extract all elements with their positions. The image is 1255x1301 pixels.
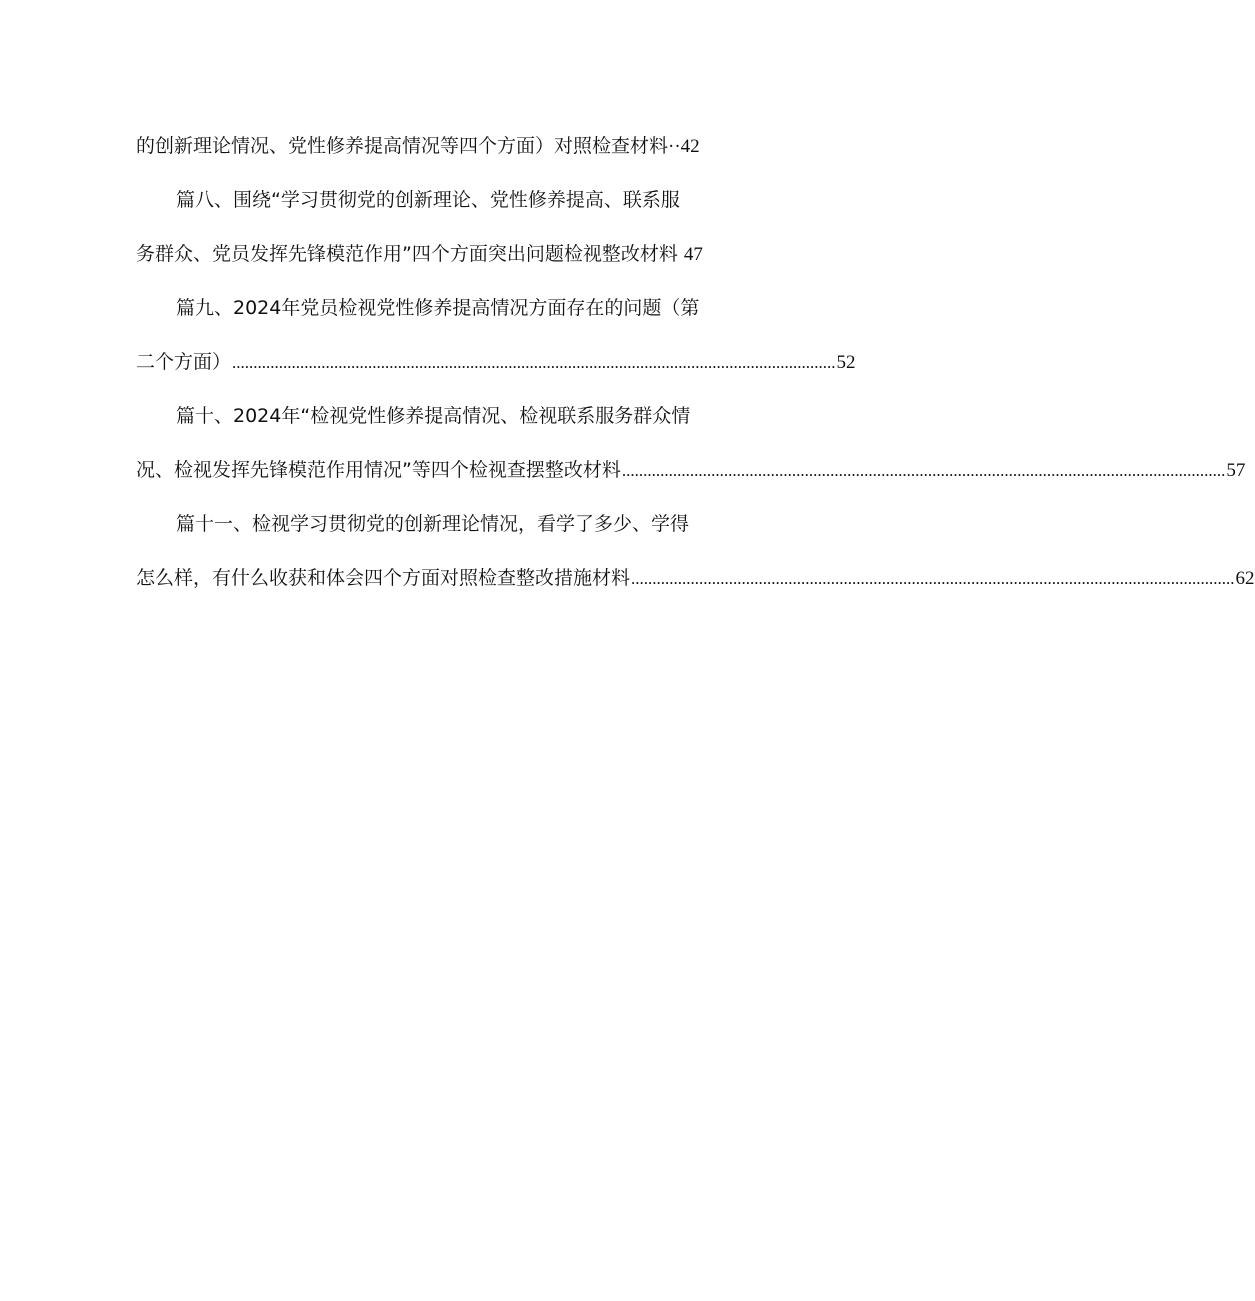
toc-entry-heading[interactable] <box>136 394 776 448</box>
toc-page-number: 52 <box>836 352 856 373</box>
toc-page-number: 47 <box>683 244 703 265</box>
toc-entry-text: 的创新理论情况、党性修养提高情况等四个方面）对照检查材料 <box>136 135 669 157</box>
toc-entry-text: 二个方面） <box>136 351 232 373</box>
toc-dot-leader: .............................................................................................................................................. <box>631 569 1235 588</box>
toc-leader: ·· <box>668 136 681 157</box>
toc-page-number: 42 <box>680 136 700 157</box>
toc-entry-heading[interactable] <box>136 502 776 556</box>
toc-dot-leader: .............................................................................................................................................. <box>232 353 836 372</box>
toc-entry-text: 篇八、围绕“学习贯彻党的创新理论、党性修养提高、联系服 <box>176 189 680 211</box>
toc-entry-continuation[interactable] <box>136 556 1255 610</box>
toc-entry-text: 况、检视发挥先锋模范作用情况”等四个检视查摆整改材料 <box>136 459 621 481</box>
toc-entry-text: 篇九、2024年党员检视党性修养提高情况方面存在的问题（第 <box>176 297 700 319</box>
toc-entry-continuation[interactable] <box>136 124 776 178</box>
toc-dot-leader: .............................................................................................................................................. <box>621 461 1226 480</box>
toc-entry-text: 篇十一、检视学习贯彻党的创新理论情况，看学了多少、学得 <box>176 513 690 535</box>
toc-entry-continuation[interactable] <box>136 340 856 394</box>
toc-entry-heading[interactable] <box>136 286 776 340</box>
table-of-contents <box>136 124 1255 610</box>
toc-page-number: 62 <box>1235 568 1255 589</box>
toc-entry-heading[interactable] <box>136 178 776 232</box>
toc-entry-text: 务群众、党员发挥先锋模范作用”四个方面突出问题检视整改材料 <box>136 243 678 265</box>
toc-entry-text: 怎么样，有什么收获和体会四个方面对照检查整改措施材料 <box>136 567 631 589</box>
toc-entry-continuation[interactable] <box>136 448 1246 502</box>
toc-page-number: 57 <box>1226 460 1246 481</box>
toc-entry-text: 篇十、2024年“检视党性修养提高情况、检视联系服务群众情 <box>176 405 691 427</box>
toc-entry-continuation[interactable] <box>136 232 776 286</box>
